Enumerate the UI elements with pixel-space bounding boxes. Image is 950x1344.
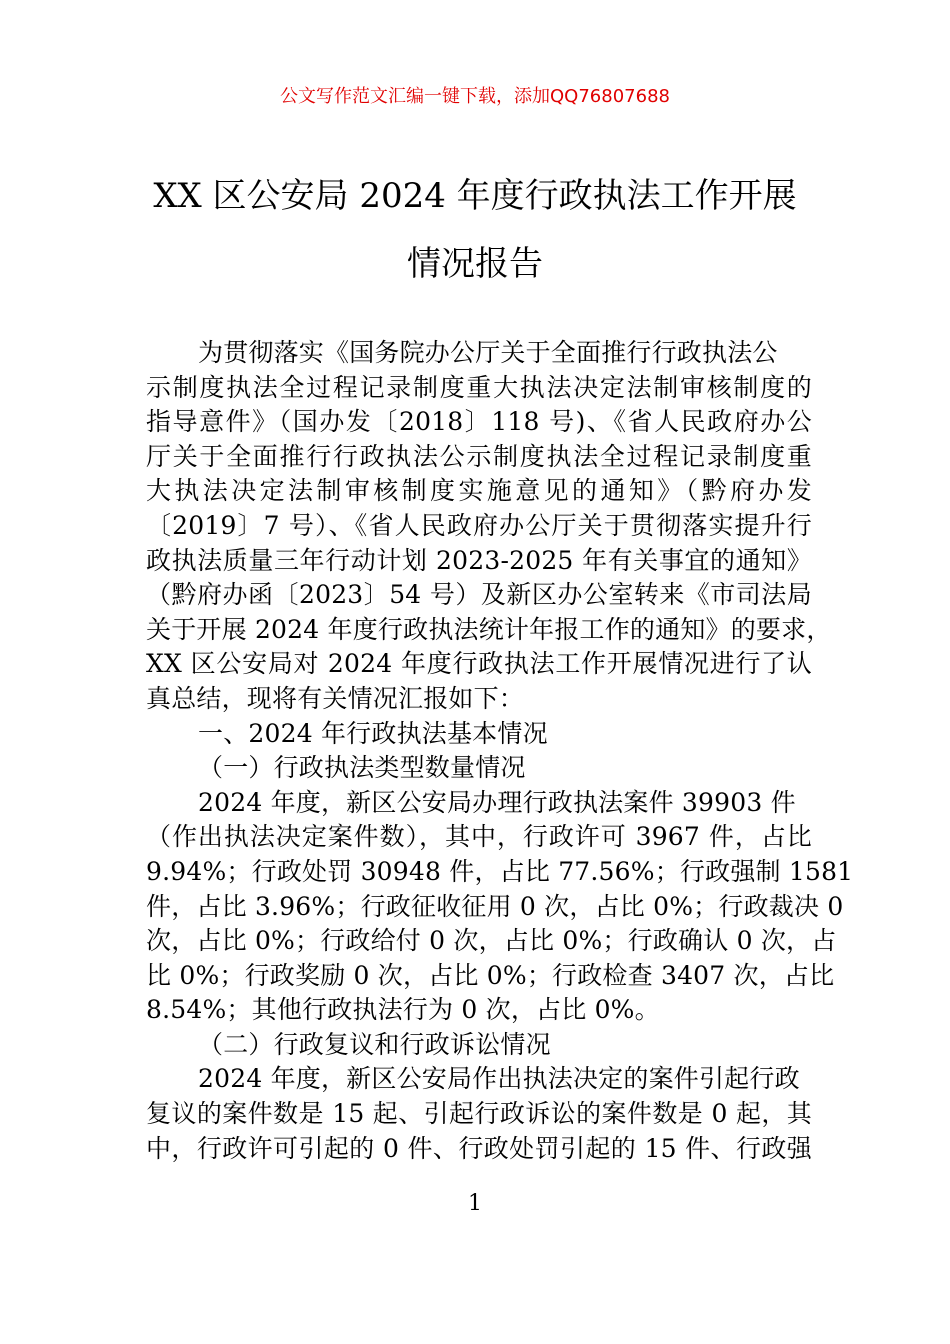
body-line: 厅关于全面推行行政执法公示制度执法全过程记录制度重 <box>146 441 812 471</box>
body-line: 2024 年度，新区公安局作出执法决定的案件引起行政 <box>198 1064 800 1094</box>
body-line: 件，占比 3.96%；行政征收征用 0 次，占比 0%；行政裁决 0 <box>146 891 844 921</box>
body-line: 复议的案件数是 15 起、引起行政诉讼的案件数是 0 起，其 <box>146 1099 812 1129</box>
subsection-heading: （一）行政执法类型数量情况 <box>198 753 526 783</box>
document-title-line-1: XX 区公安局 2024 年度行政执法工作开展 <box>153 176 797 216</box>
page-number: 1 <box>468 1191 482 1216</box>
subsection-heading: （二）行政复议和行政诉讼情况 <box>198 1029 551 1059</box>
body-line: 2024 年度，新区公安局办理行政执法案件 39903 件 <box>198 787 796 817</box>
body-line: 政执法质量三年行动计划 2023-2025 年有关事宜的通知》 <box>146 545 812 575</box>
body-line: 中，行政许可引起的 0 件、行政处罚引起的 15 件、行政强 <box>146 1133 812 1163</box>
body-line: 9.94%；行政处罚 30948 件，占比 77.56%；行政强制 1581 <box>146 856 854 886</box>
body-line: （作出执法决定案件数），其中，行政许可 3967 件，占比 <box>146 822 812 852</box>
document-body <box>146 336 854 1166</box>
body-line: 次，占比 0%；行政给付 0 次，占比 0%；行政确认 0 次，占 <box>146 926 837 956</box>
document-title-line-2: 情况报告 <box>407 244 543 284</box>
body-line: 真总结，现将有关情况汇报如下： <box>146 683 525 713</box>
body-line: 8.54%；其他行政执法行为 0 次，占比 0%。 <box>146 995 660 1025</box>
body-line: 大执法决定法制审核制度实施意见的通知》（黔府办发 <box>146 476 812 506</box>
body-line: 指导意件》（国办发〔2018〕118 号)、《省人民政府办公 <box>146 407 812 437</box>
body-line: 〔2019〕7 号）、《省人民政府办公厅关于贯彻落实提升行 <box>146 510 812 540</box>
body-line: 比 0%；行政奖励 0 次，占比 0%；行政检查 3407 次，占比 <box>146 960 835 990</box>
body-line: 关于开展 2024 年度行政执法统计年报工作的通知》的要求， <box>146 614 832 644</box>
body-line: （黔府办函〔2023〕54 号）及新区办公室转来《市司法局 <box>146 580 812 610</box>
body-line: 为贯彻落实《国务院办公厅关于全面推行行政执法公 <box>198 338 778 367</box>
body-line: XX 区公安局对 2024 年度行政执法工作开展情况进行了认 <box>146 649 812 679</box>
body-line: 示制度执法全过程记录制度重大执法决定法制审核制度的 <box>146 372 812 402</box>
promo-banner: 公文写作范文汇编一键下载，添加QQ76807688 <box>280 86 670 107</box>
section-heading: 一、2024 年行政执法基本情况 <box>198 718 548 748</box>
